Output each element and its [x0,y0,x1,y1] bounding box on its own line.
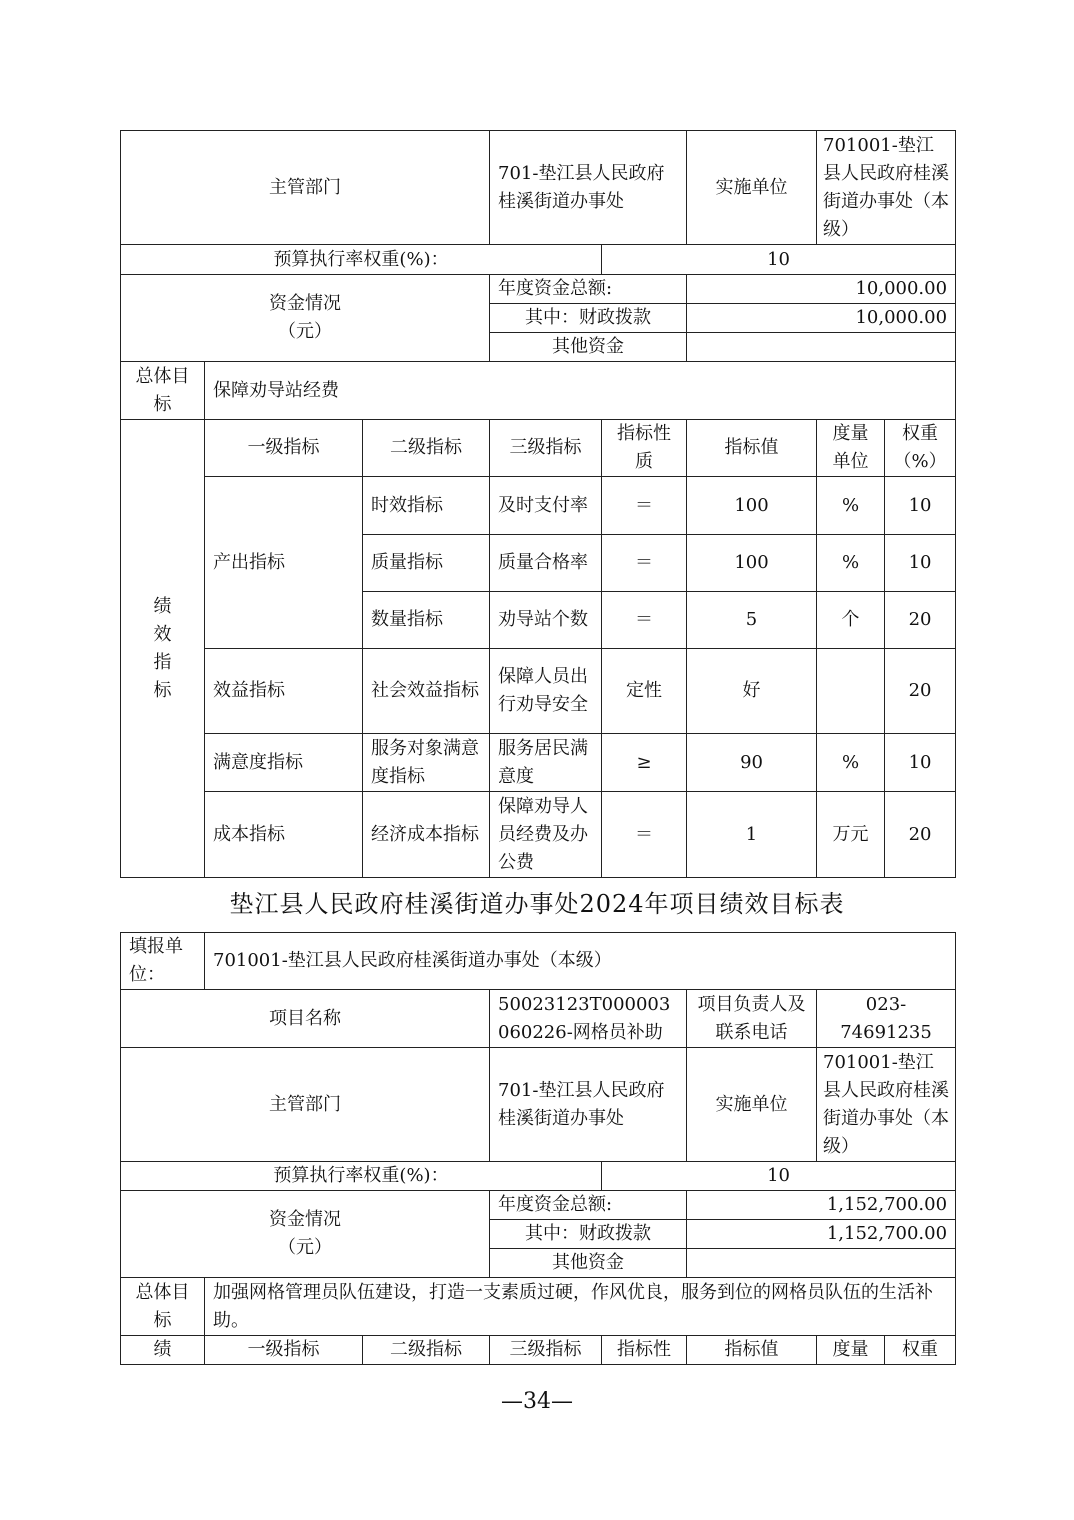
performance-table-1 [120,130,956,878]
fund-other-label: 其他资金 [490,333,687,362]
level3-cell: 劝导站个数 [490,592,602,649]
goal-label: 总体目标 [121,362,205,420]
header-unit: 度量 [817,1336,885,1365]
nature-cell: 定性 [602,649,687,734]
level1-cell: 产出指标 [205,477,363,649]
filler-label: 填报单位： [121,933,205,990]
fund-fiscal-label: 其中：财政拨款 [490,304,687,333]
weight-cell: 10 [885,477,956,535]
unit-cell [817,649,885,734]
fund-other-value [687,1249,956,1278]
value-cell: 90 [687,734,817,792]
weight-cell: 20 [885,649,956,734]
filler-value: 701001-垫江县人民政府桂溪街道办事处（本级） [205,933,956,990]
fund-label: 资金情况 （元） [121,1191,490,1278]
project-name-label: 项目名称 [121,990,490,1048]
unit-cell: % [817,477,885,535]
budget-weight-label: 预算执行率权重(%)： [121,1162,602,1191]
impl-unit-label: 实施单位 [687,1048,817,1162]
budget-weight-value: 10 [602,1162,956,1191]
level2-cell: 服务对象满意度指标 [363,734,490,792]
dept-label: 主管部门 [121,131,490,245]
goal-value: 加强网格管理员队伍建设，打造一支素质过硬，作风优良，服务到位的网格员队伍的生活补助。 [205,1278,956,1336]
header-weight: 权重（%） [885,420,956,477]
fund-label: 资金情况 （元） [121,275,490,362]
weight-cell: 10 [885,535,956,592]
table-row [121,734,956,792]
fund-other-label: 其他资金 [490,1249,687,1278]
header-nature: 指标性 [602,1336,687,1365]
value-cell: 5 [687,592,817,649]
fund-total-label: 年度资金总额: [490,275,687,304]
header-level2: 二级指标 [363,1336,490,1365]
header-weight: 权重 [885,1336,956,1365]
fund-fiscal-value: 1,152,700.00 [687,1220,956,1249]
level3-cell: 及时支付率 [490,477,602,535]
weight-cell: 20 [885,592,956,649]
nature-cell: ＝ [602,535,687,592]
header-nature: 指标性质 [602,420,687,477]
contact-label: 项目负责人及联系电话 [687,990,817,1048]
level1-cell: 满意度指标 [205,734,363,792]
level2-cell: 时效指标 [363,477,490,535]
header-value: 指标值 [687,1336,817,1365]
weight-cell: 10 [885,734,956,792]
goal-value: 保障劝导站经费 [205,362,956,420]
value-cell: 好 [687,649,817,734]
budget-weight-value: 10 [602,245,956,275]
level1-cell: 效益指标 [205,649,363,734]
weight-cell: 20 [885,792,956,878]
nature-cell: ＝ [602,477,687,535]
dept-label: 主管部门 [121,1048,490,1162]
dept-value: 701-垫江县人民政府桂溪街道办事处 [490,131,687,245]
header-value: 指标值 [687,420,817,477]
unit-cell: % [817,535,885,592]
value-cell: 100 [687,477,817,535]
performance-table-2 [120,932,956,1365]
unit-cell: % [817,734,885,792]
header-level2: 二级指标 [363,420,490,477]
impl-unit-value: 701001-垫江县人民政府桂溪街道办事处（本级） [817,131,956,245]
impl-unit-label: 实施单位 [687,131,817,245]
unit-cell: 万元 [817,792,885,878]
goal-label: 总体目标 [121,1278,205,1336]
level2-cell: 数量指标 [363,592,490,649]
section-title: 垫江县人民政府桂溪街道办事处2024年项目绩效目标表 [229,890,845,918]
contact-value: 023-74691235 [817,990,956,1048]
header-level3: 三级指标 [490,1336,602,1365]
fund-total-value: 10,000.00 [687,275,956,304]
table-row [121,477,956,535]
fund-fiscal-label: 其中：财政拨款 [490,1220,687,1249]
perf-indicator-label: 绩 [121,1336,205,1365]
table-row [121,792,956,878]
level1-cell: 成本指标 [205,792,363,878]
budget-weight-label: 预算执行率权重(%)： [121,245,602,275]
level3-cell: 质量合格率 [490,535,602,592]
level3-cell: 保障劝导人员经费及办公费 [490,792,602,878]
impl-unit-value: 701001-垫江县人民政府桂溪街道办事处（本级） [817,1048,956,1162]
fund-total-value: 1,152,700.00 [687,1191,956,1220]
fund-fiscal-value: 10,000.00 [687,304,956,333]
level3-cell: 服务居民满意度 [490,734,602,792]
header-level1: 一级指标 [205,1336,363,1365]
nature-cell: ＝ [602,792,687,878]
project-name-value: 50023123T000003060226-网格员补助 [490,990,687,1048]
fund-total-label: 年度资金总额: [490,1191,687,1220]
value-cell: 1 [687,792,817,878]
value-cell: 100 [687,535,817,592]
header-level3: 三级指标 [490,420,602,477]
level3-cell: 保障人员出行劝导安全 [490,649,602,734]
nature-cell: ＝ [602,592,687,649]
table-row [121,649,956,734]
header-unit: 度量单位 [817,420,885,477]
nature-cell: ≥ [602,734,687,792]
unit-cell: 个 [817,592,885,649]
dept-value: 701-垫江县人民政府桂溪街道办事处 [490,1048,687,1162]
level2-cell: 经济成本指标 [363,792,490,878]
level2-cell: 质量指标 [363,535,490,592]
perf-indicator-label: 绩 效 指 标 [121,420,205,878]
fund-other-value [687,333,956,362]
level2-cell: 社会效益指标 [363,649,490,734]
header-level1: 一级指标 [205,420,363,477]
page-number: —34— [501,1389,573,1414]
